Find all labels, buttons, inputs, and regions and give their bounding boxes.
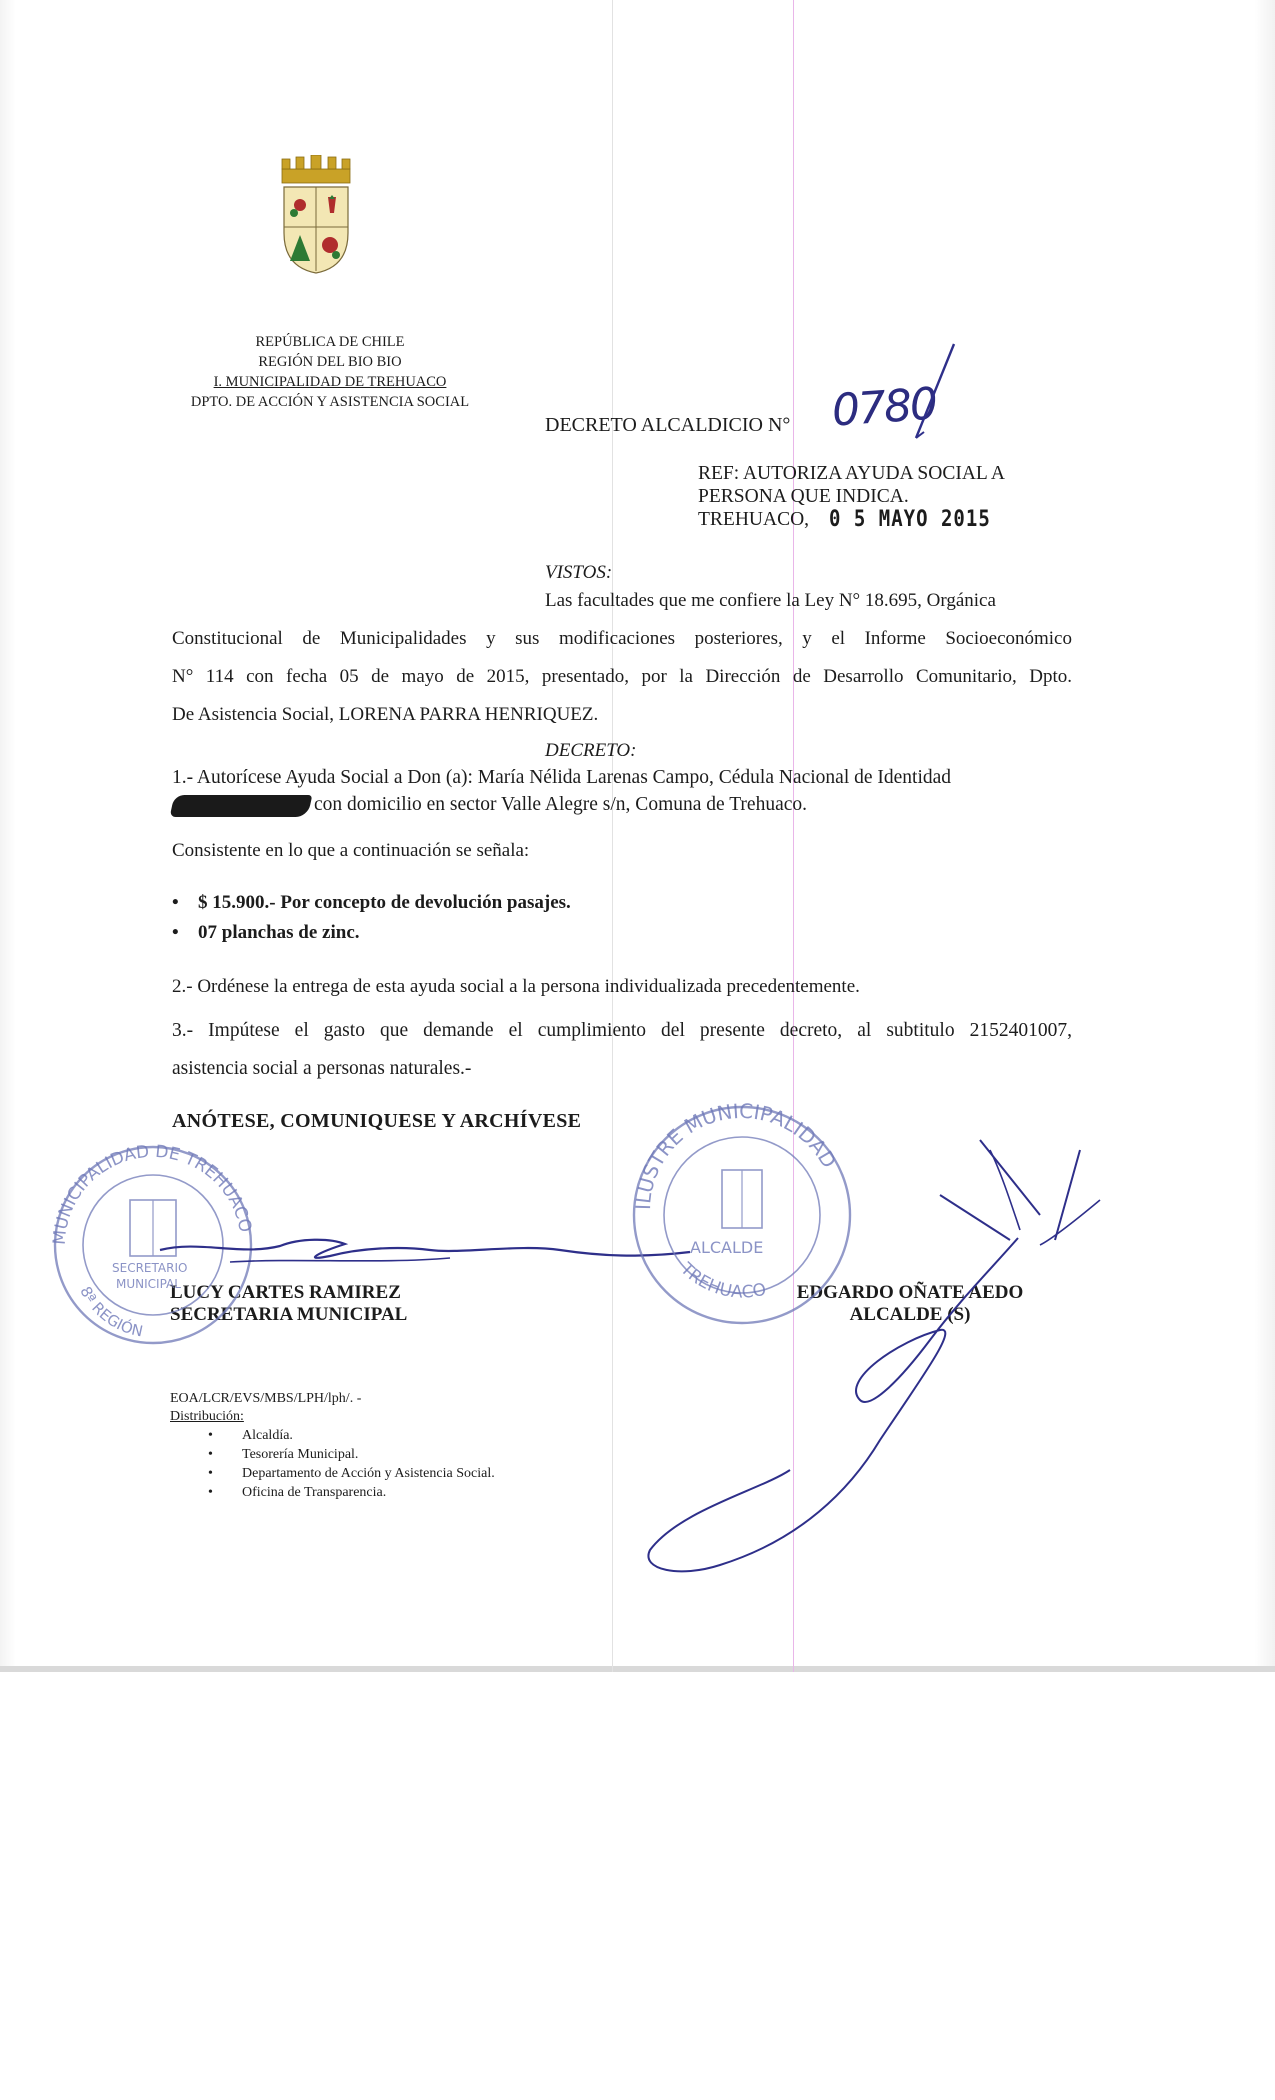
consistente-line: Consistente en lo que a continuación se señala: [172, 840, 530, 861]
distribution-item: • Departamento de Acción y Asistencia Social. [170, 1464, 495, 1483]
decree-title: DECRETO ALCALDICIO N° [545, 414, 791, 436]
point-1-line-2-text: con domicilio en sector Valle Alegre s/n, Comuna de Trehuaco. [314, 794, 808, 815]
vistos-heading: VISTOS: [545, 562, 613, 583]
ref-line-2: PERSONA QUE INDICA. [698, 486, 909, 507]
reference-block [698, 462, 1005, 531]
point-3-line-1: 3.- Impútese el gasto que demande el cumplimiento del presente decreto, al subtitulo 2152401007, [172, 1020, 1072, 1041]
vistos-line-1: Las facultades que me confiere la Ley N° 18.695, Orgánica [545, 590, 996, 611]
mayor-seal-text-top: ILUSTRE MUNICIPALIDAD [630, 1098, 842, 1211]
header-department: DPTO. DE ACCIÓN Y ASISTENCIA SOCIAL [190, 394, 470, 410]
header-region: REGIÓN DEL BIO BIO [258, 354, 402, 370]
distribution-list [170, 1426, 495, 1502]
mayor-name: EDGARDO OÑATE AEDO [796, 1282, 1024, 1303]
point-1-line-2 [172, 791, 1072, 818]
header-municipality: I. MUNICIPALIDAD DE TREHUACO [213, 374, 447, 390]
aid-items-list [172, 888, 571, 948]
document-footer [170, 1390, 495, 1502]
aid-item-text: 07 planchas de zinc. [198, 922, 360, 943]
ref-line-1: REF: AUTORIZA AYUDA SOCIAL A [698, 463, 1006, 484]
decreto-point-3 [172, 1012, 1072, 1088]
aid-item: • $ 15.900.- Por concepto de devolución pasajes. [172, 892, 571, 913]
decree-number-handwritten: 0780 [830, 378, 938, 437]
distribution-label: Distribución: [170, 1409, 244, 1424]
scan-artifact-line [612, 0, 613, 1672]
scan-artifact-line-pink [793, 0, 794, 1672]
secretary-seal-text-top: MUNICIPALIDAD DE TREHUACO [49, 1141, 256, 1246]
issuer-header [150, 332, 510, 412]
aid-item: • 07 planchas de zinc. [172, 922, 360, 943]
date-stamp: 0 5 MAYO 2015 [829, 506, 991, 532]
distribution-item: • Alcaldía. [170, 1426, 495, 1445]
decreto-point-2: 2.- Ordénese la entrega de esta ayuda social a la persona individualizada precedentemente. [172, 976, 860, 997]
aid-item-text: $ 15.900.- Por concepto de devolución pasajes. [198, 892, 571, 913]
secretary-seal-mid1: SECRETARIO [112, 1261, 188, 1275]
header-country: REPÚBLICA DE CHILE [255, 334, 405, 350]
signature-block-secretary [170, 1282, 407, 1326]
vistos-line-2: Constitucional de Municipalidades y sus modificaciones posteriores, y el Informe Socioeconómico [172, 628, 1072, 649]
point-3-line-2: asistencia social a personas naturales.- [172, 1058, 472, 1079]
secretary-name: LUCY CARTES RAMIREZ [170, 1282, 401, 1303]
mayor-seal-mid: ALCALDE [690, 1238, 764, 1257]
secretary-title: SECRETARIA MUNICIPAL [170, 1304, 408, 1325]
decreto-point-1 [172, 764, 1072, 818]
municipal-crest-icon [278, 155, 354, 275]
vistos-line-4: De Asistencia Social, LORENA PARRA HENRIQUEZ. [172, 704, 599, 725]
closing-formula: ANÓTESE, COMUNIQUESE Y ARCHÍVESE [172, 1110, 582, 1132]
distribution-item: • Oficina de Transparencia. [170, 1483, 495, 1502]
redacted-id-number [170, 795, 313, 817]
mayor-title: ALCALDE (S) [849, 1304, 971, 1325]
vistos-line-3: N° 114 con fecha 05 de mayo de 2015, presentado, por la Dirección de Desarrollo Comunitario, Dpto. [172, 666, 1072, 687]
secretary-seal-mid2: MUNICIPAL [116, 1277, 181, 1291]
handwritten-slash-mark [896, 342, 966, 442]
signature-block-mayor [785, 1282, 1035, 1326]
ref-place: TREHUACO, [698, 509, 810, 530]
initials-line: EOA/LCR/EVS/MBS/LPH/lph/. - [170, 1391, 362, 1406]
vistos-paragraph [172, 620, 1072, 734]
ref-place-date [698, 508, 1005, 531]
scan-edge [0, 1666, 1275, 1672]
mayor-seal-text-bottom: TREHUACO [676, 1259, 768, 1303]
point-1-line-1: 1.- Autorícese Ayuda Social a Don (a): María Nélida Larenas Campo, Cédula Nacional de Identidad [172, 767, 952, 788]
decreto-heading: DECRETO: [545, 740, 637, 761]
secretary-seal-text-bottom: 8ª REGIÓN [76, 1283, 145, 1341]
distribution-item: • Tesorería Municipal. [170, 1445, 495, 1464]
